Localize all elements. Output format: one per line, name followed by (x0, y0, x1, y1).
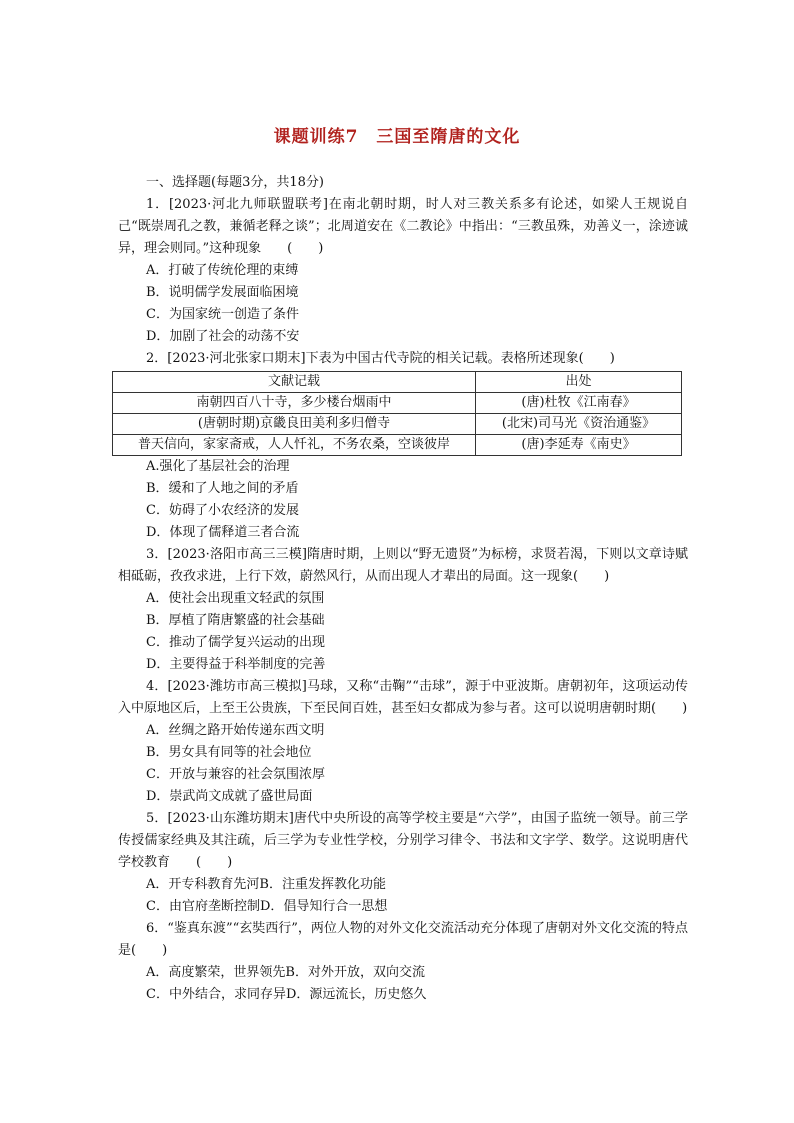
option-c: C．妨碍了小农经济的发展 (146, 503, 299, 518)
option-a: A．开专科教育先河 (146, 877, 260, 892)
option-c: C．中外结合，求同存异 (146, 987, 286, 1002)
source-table (112, 371, 682, 456)
table-cell: (唐)李延寿《南史》 (476, 435, 682, 456)
option-a: A.强化了基层社会的治理 (146, 459, 290, 474)
table-header: 出处 (476, 372, 682, 393)
option-b: B．缓和了人地之间的矛盾 (146, 481, 299, 496)
option-d: D．倡导知行合一思想 (259, 899, 388, 914)
table-row (113, 393, 682, 414)
table-cell: 普天信向，家家斋戒，人人忏礼，不务农桑，空谈彼岸 (113, 435, 476, 456)
option-c: C．开放与兼容的社会氛围浓厚 (146, 767, 325, 782)
table-header-row (113, 372, 682, 393)
question-list (118, 172, 688, 1006)
option-a: A．高度繁荣，世界领先 (146, 965, 286, 980)
question-stem: 1．[2023·河北九师联盟联考]在南北朝时期，时人对三教关系多有论述，如梁人王规说自己“既崇周孔之教，兼循老释之谈”；北周道安在《二教论》中指出：“三教虽殊，劝善义一，涂迹诚异，理会则同。”这种现象 ( ) (118, 197, 688, 256)
option-b: B．注重发挥教化功能 (259, 877, 386, 892)
table-header: 文献记载 (113, 372, 476, 393)
option-b: B．男女具有同等的社会地位 (146, 745, 312, 760)
question-stem: 4．[2023·潍坊市高三模拟]马球，又称“击鞠”“击球”，源于中亚波斯。唐朝初年，这项运动传入中原地区后，上至王公贵族，下至民间百姓，甚至妇女都成为参与者。这可以说明唐朝时期( ) (118, 679, 688, 716)
table-cell: (唐)杜牧《江南春》 (476, 393, 682, 414)
question-stem: 2．[2023·河北张家口期末]下表为中国古代寺院的相关记载。表格所述现象( ) (146, 351, 615, 366)
option-d: D．源远流长，历史悠久 (285, 987, 427, 1002)
option-d: D．崇武尚文成就了盛世局面 (146, 789, 313, 804)
option-row (118, 962, 688, 984)
option-row (118, 874, 688, 896)
option-row (118, 984, 688, 1006)
table-row (113, 414, 682, 435)
option-a: A．打破了传统伦理的束缚 (146, 263, 299, 278)
option-row (118, 896, 688, 918)
option-d: D．加剧了社会的动荡不安 (146, 329, 300, 344)
table-cell: 南朝四百八十寺，多少楼台烟雨中 (113, 393, 476, 414)
page-title: 课题训练7 三国至隋唐的文化 (273, 127, 521, 147)
option-b: B．厚植了隋唐繁盛的社会基础 (146, 613, 325, 628)
option-a: A．丝绸之路开始传递东西文明 (146, 723, 325, 738)
table-row (113, 435, 682, 456)
question-stem: 5．[2023·山东潍坊期末]唐代中央所设的高等学校主要是“六学”，由国子监统一领导。前三学传授儒家经典及其注疏，后三学为专业性学校，分别学习律令、书法和文字学、数学。这说明唐代学校教育 ( ) (118, 811, 688, 870)
option-c: C．为国家统一创造了条件 (146, 307, 299, 322)
table-cell: (唐朝时期)京畿良田美利多归僧寺 (113, 414, 476, 435)
option-a: A．使社会出现重文轻武的氛围 (146, 591, 325, 606)
table-cell: (北宋)司马光《资治通鉴》 (476, 414, 682, 435)
question-stem: 6．“鉴真东渡”“玄奘西行”，两位人物的对外文化交流活动充分体现了唐朝对外文化交流的特点是( ) (118, 921, 688, 958)
option-c: C．由官府垄断控制 (146, 899, 260, 914)
option-b: B．对外开放，双向交流 (285, 965, 425, 980)
section-heading: 一、选择题(每题3分，共18分) (146, 175, 324, 190)
option-b: B．说明儒学发展面临困境 (146, 285, 299, 300)
option-c: C．推动了儒学复兴运动的出现 (146, 635, 325, 650)
option-d: D．主要得益于科举制度的完善 (146, 657, 326, 672)
option-d: D．体现了儒释道三者合流 (146, 525, 300, 540)
question-stem: 3．[2023·洛阳市高三三模]隋唐时期，上则以“野无遗贤”为标榜，求贤若渴，下则以文章诗赋相砥砺，孜孜求进，上行下效，蔚然风行，从而出现人才辈出的局面。这一现象( ) (118, 547, 688, 584)
